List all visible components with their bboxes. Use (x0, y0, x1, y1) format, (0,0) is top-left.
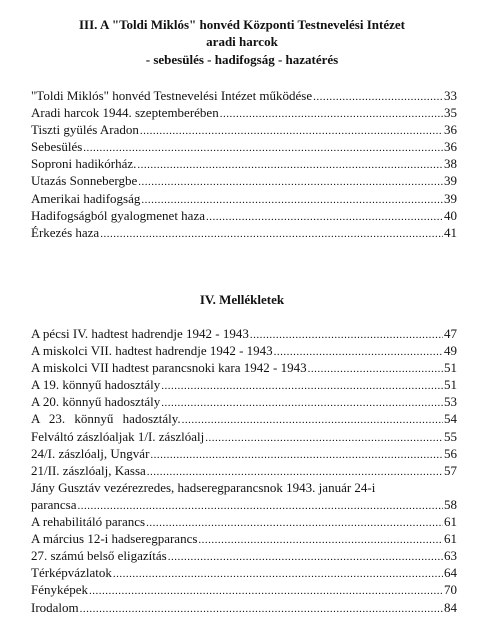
toc-entry (31, 326, 457, 343)
toc-entry-page: 36 (444, 139, 457, 155)
leader-dots (113, 565, 443, 582)
toc-entry-page: 51 (444, 360, 457, 376)
leader-dots (168, 548, 443, 565)
toc-entry-title: 21/II. zászlóalj, Kassa (31, 462, 146, 478)
toc-entry (31, 565, 457, 582)
toc-entry-title: Jány Gusztáv vezérezredes, hadseregparancsnok 1943. január 24-i (31, 479, 376, 495)
toc-entry (31, 480, 457, 497)
toc-entry-title: A miskolci VII. hadtest hadrendje 1942 - 1943 (31, 343, 273, 359)
leader-dots (313, 88, 443, 105)
toc-entry-page: 39 (444, 173, 457, 189)
leader-dots (138, 173, 443, 190)
toc-entry (31, 429, 457, 446)
toc-entry-page: 39 (444, 190, 457, 206)
toc-entry (31, 497, 457, 514)
toc-entry-title: A 19. könnyű hadosztály (31, 377, 161, 393)
toc-entry (31, 394, 457, 411)
toc-entry (31, 139, 457, 156)
toc-entry-title: Sebesülés (31, 139, 83, 155)
toc-entry (31, 600, 457, 617)
leader-dots (146, 514, 443, 531)
toc-entry (31, 360, 457, 377)
toc-entry-page: 36 (444, 122, 457, 138)
leader-dots (220, 105, 443, 122)
leader-dots (308, 360, 443, 377)
leader-dots (198, 531, 443, 548)
leader-dots (141, 191, 443, 208)
toc-entry-page: 47 (444, 326, 457, 341)
toc-entry (31, 531, 457, 548)
leader-dots (274, 343, 443, 360)
toc-entry-page: 41 (444, 224, 457, 240)
toc-entry-title: Érkezés haza (31, 224, 100, 240)
toc-entry-page: 55 (444, 428, 457, 444)
toc-entry-title: A miskolci VII hadtest parancsnoki kara 1942 - 1943 (31, 360, 307, 376)
leader-dots (182, 411, 443, 428)
toc-entry (31, 343, 457, 360)
toc-entry-page: 58 (444, 496, 457, 512)
toc-entry (31, 208, 457, 225)
toc-entry (31, 156, 457, 173)
leader-dots (250, 326, 443, 343)
toc-entry (31, 225, 457, 242)
toc-entry-title: Irodalom (31, 599, 79, 615)
toc-entry (31, 582, 457, 599)
toc-entry (31, 122, 457, 139)
toc-entry-page: 61 (444, 514, 457, 530)
toc-entry-page: 70 (444, 582, 457, 598)
toc-entry-title: Soproni hadikórház. (31, 156, 137, 172)
toc-entry-title: A március 12-i hadseregparancs (31, 531, 198, 547)
toc-entry-page: 54 (444, 411, 457, 427)
toc-entry-title: Fényképek (31, 582, 89, 598)
toc-entry-title: Felváltó zászlóaljak 1/I. zászlóalj (31, 428, 205, 444)
toc-entry (31, 173, 457, 190)
toc-entry (31, 377, 457, 394)
leader-dots (205, 429, 443, 446)
toc-entry-title: A pécsi IV. hadtest hadrendje 1942 - 1943 (31, 326, 249, 341)
leader-dots (150, 446, 443, 463)
toc-entry-page: 84 (444, 599, 457, 615)
toc-entry (31, 514, 457, 531)
toc-entry-page: 38 (444, 156, 457, 172)
section3-title-line2: aradi harcok (206, 34, 278, 49)
toc-entry-title: 24/I. zászlóalj, Ungvár (31, 445, 150, 461)
section3-toc (31, 88, 457, 242)
toc-entry (31, 191, 457, 208)
toc-entry-page: 57 (444, 462, 457, 478)
toc-entry-title: A 23. könnyű hadosztály. (31, 411, 181, 427)
leader-dots (77, 497, 443, 514)
toc-entry-page: 33 (444, 88, 457, 103)
toc-entry-title: 27. számú belső eligazítás (31, 548, 167, 564)
leader-dots (83, 139, 443, 156)
toc-entry-title: Térképvázlatok (31, 565, 112, 581)
toc-entry-title: Hadifogságból gyalogmenet haza (31, 207, 205, 223)
toc-entry-page: 51 (444, 377, 457, 393)
leader-dots (161, 377, 443, 394)
toc-entry-page: 49 (444, 343, 457, 359)
toc-entry-title: Utazás Sonnebergbe (31, 173, 138, 189)
toc-entry (31, 88, 457, 105)
leader-dots (80, 600, 443, 617)
toc-entry (31, 463, 457, 480)
leader-dots (206, 208, 443, 225)
toc-entry-page: 35 (444, 105, 457, 121)
toc-entry-title: Tiszti gyülés Aradon (31, 122, 139, 138)
toc-entry-page: 63 (444, 548, 457, 564)
toc-entry-page: 64 (444, 565, 457, 581)
section3-title-line3: - sebesülés - hadifogság - hazatérés (145, 52, 339, 67)
leader-dots (147, 463, 443, 480)
leader-dots (100, 225, 443, 242)
toc-entry-title: Aradi harcok 1944. szeptemberében (31, 105, 219, 121)
section4-toc (31, 326, 457, 617)
toc-entry (31, 446, 457, 463)
toc-entry-page: 56 (444, 445, 457, 461)
toc-entry (31, 105, 457, 122)
toc-entry-title: A 20. könnyű hadosztály (31, 394, 161, 410)
toc-entry-page: 40 (444, 207, 457, 223)
section3-title-line1: III. A "Toldi Miklós" honvéd Központi Testnevelési Intézet (78, 17, 405, 32)
toc-entry-title: A rehabilitáló parancs (31, 514, 146, 530)
section4-title: IV. Mellékletek (199, 292, 285, 307)
leader-dots (89, 582, 443, 599)
toc-entry-title: parancsa (31, 496, 77, 512)
toc-entry (31, 548, 457, 565)
leader-dots (140, 122, 443, 139)
toc-entry-title: Amerikai hadifogság (31, 190, 141, 206)
toc-entry-page: 53 (444, 394, 457, 410)
leader-dots (161, 394, 443, 411)
toc-entry-page: 61 (444, 531, 457, 547)
leader-dots (137, 156, 443, 173)
toc-entry (31, 411, 457, 428)
toc-entry-title: "Toldi Miklós" honvéd Testnevelési Intézet működése (31, 88, 313, 103)
